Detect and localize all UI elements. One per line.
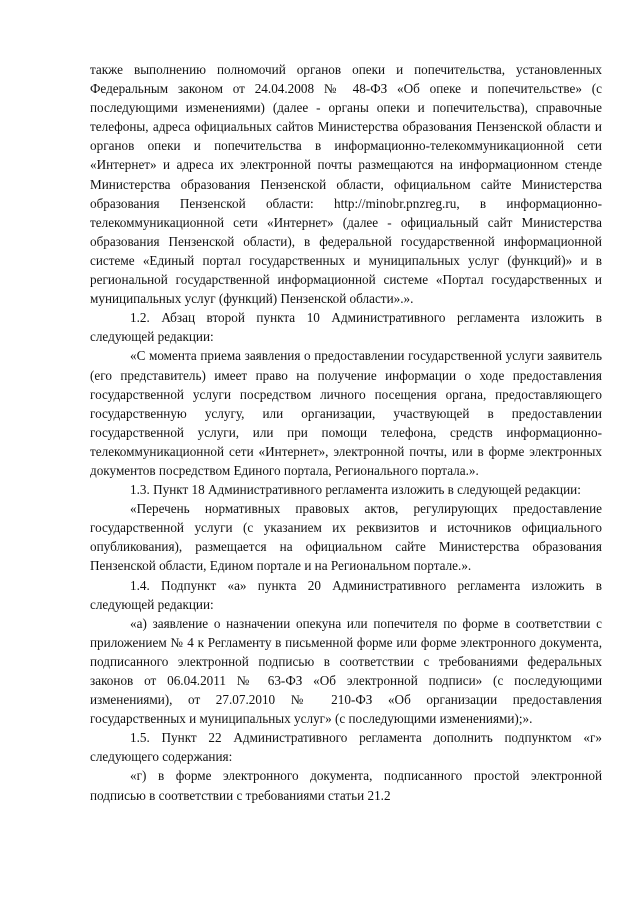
paragraph-item-1-2: 1.2. Абзац второй пункта 10 Административного регламента изложить в следующей редакции: <box>90 310 602 345</box>
paragraph-item-1-2-text: «С момента приема заявления о предоставлении государственной услуги заявитель (его представитель) имеет право на получение информации о ходе предоставления государственной услуги посредством личного посещения органа, предоставляющего государственную услугу, или организации, участвующей в предоставлении государственной услуги, или при помощи телефона, средств информационно-телекоммуникационной сети «Интернет», электронной почты, или в форме электронных документов посредством Единого портала, Регионального портала.». <box>90 348 602 478</box>
paragraph-item-1-4: 1.4. Подпункт «а» пункта 20 Административного регламента изложить в следующей редакции: <box>90 577 602 612</box>
paragraph-item-1-5: 1.5. Пункт 22 Административного регламента дополнить подпунктом «г» следующего содержания: <box>90 730 602 765</box>
paragraph-item-1-3: 1.3. Пункт 18 Административного регламента изложить в следующей редакции: <box>130 482 581 498</box>
document-page <box>90 60 602 805</box>
paragraph-item-1-4-text: «а) заявление о назначении опекуна или попечителя по форме в соответствии с приложением № 4 к Регламенту в письменной форме или форме электронного документа, подписанного электронной подписью в соответствии с требованиями федеральных законов от 06.04.2011 № 63-ФЗ «Об электронной подписи» (с последующими изменениями), от 27.07.2010 № 210-ФЗ «Об организации предоставления государственных и муниципальных услуг» (с последующими изменениями);». <box>90 615 602 727</box>
paragraph-item-1-3-text: «Перечень нормативных правовых актов, регулирующих предоставление государственной услуги (с указанием их реквизитов и источников официального опубликования), размещается на официальном сайте Министерства образования Пензенской области, Едином портале и на Региональном портале.». <box>90 501 602 574</box>
paragraph-intro-continuation: также выполнению полномочий органов опеки и попечительства, установленных Федеральным законом от 24.04.2008 № 48-ФЗ «Об опеке и попечительстве» (с последующими изменениями) (далее - органы опеки и попечительства), справочные телефоны, адреса официальных сайтов Министерства образования Пензенской области и органов опеки и попечительства в информационно-телекоммуникационной сети «Интернет» и адреса их электронной почты размещаются на информационном стенде Министерства образования Пензенской области, официальном сайте Министерства образования Пензенской области: http://minobr.pnzreg.ru, в информационно-телекоммуникационной сети «Интернет» (далее - официальный сайт Министерства образования Пензенской области), в федеральной государственной информационной системе «Единый портал государственных и муниципальных услуг (функций)» и в региональной государственной информационной системе «Портал государственных и муниципальных услуг (функций) Пензенской области».». <box>90 62 602 307</box>
paragraph-item-1-5-text: «г) в форме электронного документа, подписанного простой электронной подписью в соответствии с требованиями статьи 21.2 <box>90 768 602 803</box>
